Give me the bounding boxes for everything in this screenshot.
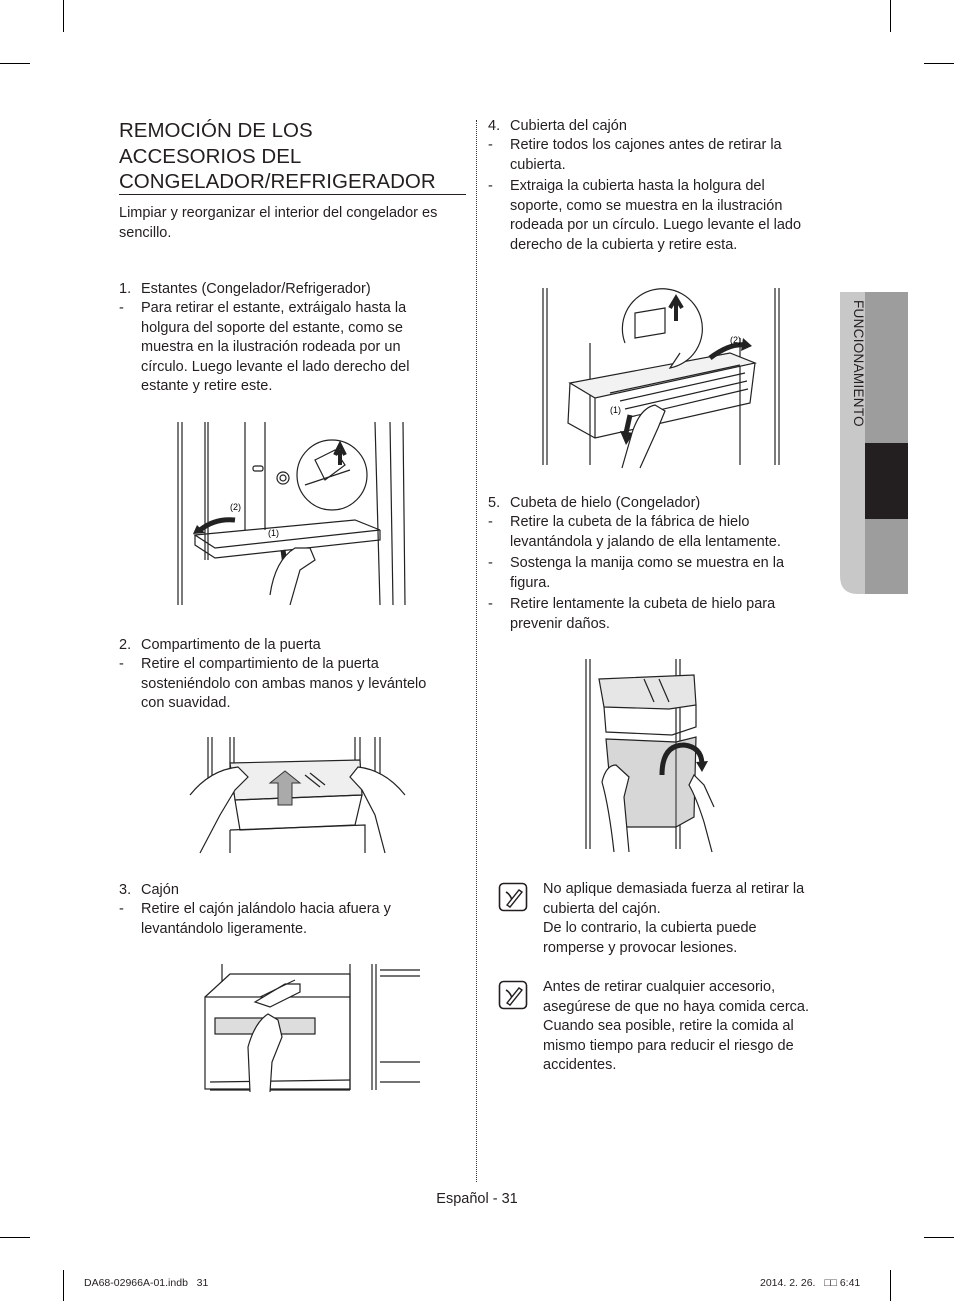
crop-mark [890, 0, 891, 32]
page-title [119, 118, 469, 195]
bullet-line: Sostenga la manija como se muestra en la [510, 555, 785, 571]
crop-mark [0, 63, 30, 64]
bullet-line: estante y retire este. [141, 378, 273, 394]
note-text [543, 978, 843, 1076]
crop-mark [924, 1237, 954, 1238]
bullet-line: soporte, como se muestra en la ilustración [510, 197, 783, 214]
bullet-dash: - [488, 555, 493, 571]
bullet-text [510, 513, 781, 552]
bullet-line: Para retirar el estante, extráigalo hasta la [141, 300, 407, 316]
door-bin-illustration [190, 735, 405, 853]
bullet-line: prevenir daños. [510, 615, 610, 632]
section-title: Estantes (Congelador/Refrigerador) [141, 281, 371, 297]
bullet-dash: - [488, 137, 493, 153]
bullet-text [141, 655, 426, 714]
section-title: Compartimento de la puerta [141, 637, 321, 653]
bullet-text [510, 177, 801, 255]
bullet-line: holgura del soporte del estante, como se [141, 319, 403, 336]
drawer-illustration [200, 962, 422, 1092]
side-tab-segment [865, 443, 908, 519]
note-line: Cuando sea posible, retire la comida al [543, 1018, 794, 1034]
section-number: 1. [119, 281, 132, 297]
bullet-dash: - [488, 596, 493, 612]
intro-paragraph: Limpiar y reorganizar el interior del congelador es sencillo. [119, 205, 438, 241]
bullet-line: Retire lentamente la cubeta de hielo para [510, 596, 776, 612]
note-line: asegúrese de que no haya comida cerca. [543, 998, 810, 1015]
note-icon [498, 980, 528, 1010]
bullet-text [141, 299, 409, 397]
note-icon [498, 882, 528, 912]
section-number: 3. [119, 882, 132, 898]
bullet-text [141, 900, 391, 939]
note-line: No aplique demasiada fuerza al retirar la [543, 881, 805, 897]
note-line: Antes de retirar cualquier accesorio, [543, 979, 776, 995]
crop-mark [924, 63, 954, 64]
drawer-cover-illustration [540, 283, 782, 468]
bullet-line: muestra en la ilustración rodeada por un [141, 339, 401, 355]
bullet-line: Retire el cajón jalándolo hacia afuera y [141, 901, 391, 917]
bullet-line: levantándolo ligeramente. [141, 920, 308, 937]
footer-file-info: DA68-02966A-01.indb 31 [84, 1277, 209, 1289]
bullet-line: rodeada por un círculo. Luego levante el lado [510, 217, 802, 233]
bullet-text [510, 554, 784, 593]
note-text [543, 880, 843, 958]
shelf-removal-illustration [175, 420, 410, 610]
bullet-dash: - [488, 514, 493, 530]
bullet-line: Retire todos los cajones antes de retirar la [510, 137, 782, 153]
bullet-line: derecho de la cubierta y retire esta. [510, 236, 738, 253]
bullet-line: Retire el compartimiento de la puerta [141, 656, 379, 672]
note-line: De lo contrario, la cubierta puede [543, 920, 757, 936]
side-tab-label: FUNCIONAMIENTO [851, 300, 866, 427]
note-line: mismo tiempo para reducir el riesgo de [543, 1037, 794, 1054]
bullet-text [510, 136, 782, 175]
bullet-dash: - [488, 178, 493, 194]
bullet-text [510, 595, 775, 634]
section-number: 5. [488, 495, 501, 511]
bullet-line: con suavidad. [141, 695, 231, 711]
section-title: Cubeta de hielo (Congelador) [510, 495, 701, 511]
bullet-line: Extraiga la cubierta hasta la holgura del [510, 178, 765, 194]
title-line: ACCESORIOS DEL [119, 144, 302, 168]
side-tab-segment [865, 519, 908, 594]
bullet-line: círculo. Luego levante el lado derecho del [141, 358, 410, 375]
bullet-line: levantándola y jalando de ella lentamente. [510, 533, 781, 550]
note-line: accidentes. [543, 1057, 617, 1073]
step-label: (2) [730, 335, 741, 345]
page-number: Español - 31 [436, 1191, 518, 1207]
column-divider [476, 120, 477, 1182]
bullet-line: figura. [510, 574, 551, 591]
ice-bucket-illustration [584, 657, 714, 852]
crop-mark [890, 1270, 891, 1301]
section-number: 4. [488, 118, 501, 134]
title-line: CONGELADOR/REFRIGERADOR [119, 170, 436, 193]
crop-mark [63, 0, 64, 32]
bullet-dash: - [119, 300, 124, 316]
crop-mark [63, 1270, 64, 1301]
bullet-line: sosteniéndolo con ambas manos y levántelo [141, 675, 427, 692]
title-underline [119, 194, 466, 195]
note-line: cubierta del cajón. [543, 900, 661, 917]
side-tab-segment [865, 292, 908, 443]
step-label: (1) [268, 528, 279, 538]
step-label: (2) [230, 502, 241, 512]
crop-mark [0, 1237, 30, 1238]
title-line: REMOCIÓN DE LOS [119, 119, 313, 142]
bullet-dash: - [119, 901, 124, 917]
step-label: (1) [610, 405, 621, 415]
section-title: Cajón [141, 882, 179, 898]
bullet-line: cubierta. [510, 156, 566, 173]
bullet-line: Retire la cubeta de la fábrica de hielo [510, 514, 750, 530]
note-line: romperse y provocar lesiones. [543, 939, 738, 956]
bullet-dash: - [119, 656, 124, 672]
footer-timestamp: 2014. 2. 26. □□ 6:41 [760, 1277, 861, 1289]
section-title: Cubierta del cajón [510, 118, 627, 134]
section-number: 2. [119, 637, 132, 653]
